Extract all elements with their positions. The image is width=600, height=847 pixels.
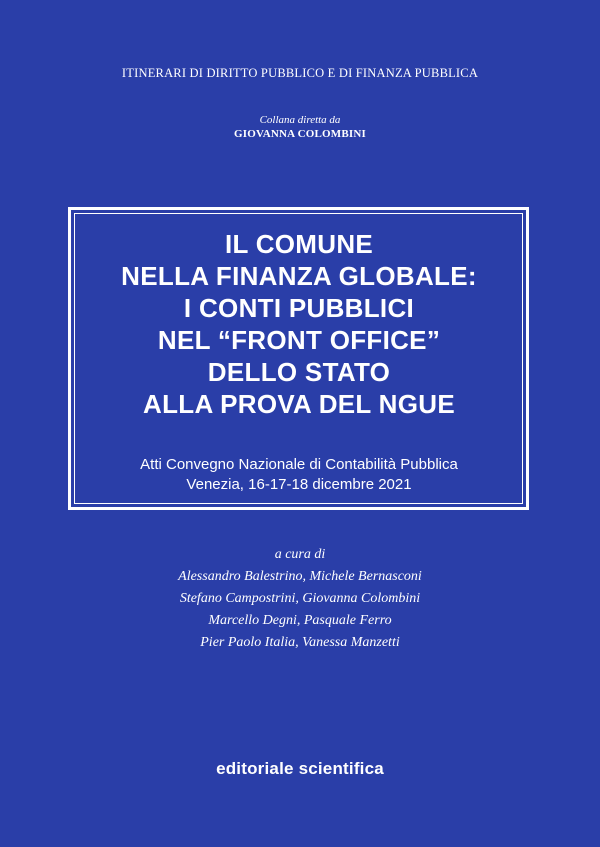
event-name: Atti Convegno Nazionale di Contabilità Pubblica (140, 456, 458, 473)
title-line: NELLA FINANZA GLOBALE: (121, 261, 477, 291)
title-line: ALLA PROVA DEL NGUE (143, 389, 455, 419)
title-line: IL COMUNE (224, 229, 374, 259)
event-info (70, 455, 528, 495)
series-title: ITINERARI DI DIRITTO PUBBLICO E DI FINANZA PUBBLICA (121, 66, 479, 80)
title-line: DELLO STATO (207, 357, 391, 387)
curators-label: a cura di (274, 547, 326, 562)
curators-line: Alessandro Balestrino, Michele Bernasconi (178, 569, 422, 584)
collana-label: Collana diretta da (259, 114, 341, 126)
book-title (70, 228, 528, 420)
curators-line: Pier Paolo Italia, Vanessa Manzetti (200, 635, 400, 650)
curators-line: Marcello Degni, Pasquale Ferro (208, 613, 392, 628)
collana-director-name: GIOVANNA COLOMBINI (233, 128, 367, 140)
title-line: I CONTI PUBBLICI (183, 293, 415, 323)
curators-line: Stefano Campostrini, Giovanna Colombini (179, 591, 421, 606)
title-line: NEL “FRONT OFFICE” (157, 325, 441, 355)
curators-block (0, 544, 600, 654)
event-place-date: Venezia, 16-17-18 dicembre 2021 (186, 476, 412, 493)
publisher-name: editoriale scientifica (216, 759, 384, 778)
